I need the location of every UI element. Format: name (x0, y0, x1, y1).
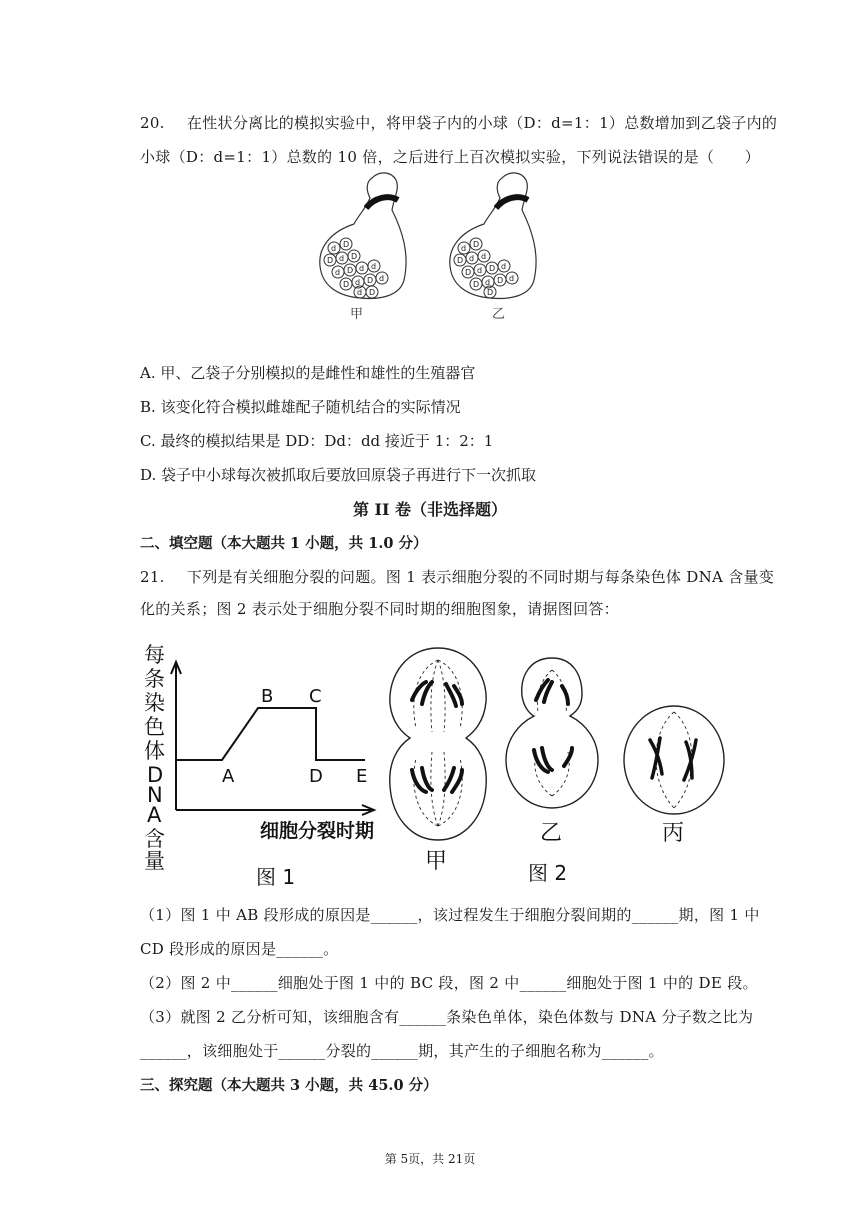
question-21-line2: 化的关系；图 2 表示处于细胞分裂不同时期的细胞图象，请据图回答： (140, 600, 619, 618)
svg-text:色: 色 (144, 715, 165, 739)
figure-2-caption: 图 2 (528, 861, 568, 885)
svg-text:量: 量 (144, 849, 165, 873)
cell-bing-label: 丙 (662, 821, 685, 846)
figure-1-xlabel: 细胞分裂时期 (260, 820, 375, 842)
sub-question-1-line1: （1）图 1 中 AB 段形成的原因是______，该过程发生于细胞分裂间期的______期，图 1 中 (140, 906, 760, 924)
sub-question-3-line1: （3）就图 2 乙分析可知，该细胞含有______条染色单体，染色体数与 DNA 分子数之比为 (140, 1008, 754, 1026)
svg-text:d: d (355, 278, 361, 287)
option-c (140, 430, 493, 451)
svg-text:含: 含 (144, 827, 165, 851)
question-20-line2: 小球（D：d=1：1）总数的 10 倍，之后进行上百次模拟实验，下列说法错误的是（ ） (140, 148, 761, 166)
svg-text:d: d (357, 288, 363, 297)
figure-1-ylabel (144, 643, 165, 873)
svg-text:d: d (481, 252, 487, 261)
svg-text:d: d (509, 274, 515, 283)
option-b (140, 396, 461, 417)
point-label-e: E (356, 766, 368, 787)
svg-text:d: d (461, 244, 467, 253)
question-20-line1 (140, 112, 777, 133)
figure-1-graph (140, 632, 385, 897)
question-number: 20. (140, 114, 165, 132)
svg-text:d: d (359, 264, 365, 273)
cell-bing (624, 706, 724, 814)
svg-text:D: D (487, 288, 494, 297)
svg-text:每: 每 (144, 643, 165, 667)
svg-text:d: d (335, 268, 341, 277)
svg-text:D: D (473, 240, 480, 249)
svg-text:d: d (469, 254, 475, 263)
svg-text:条: 条 (144, 667, 165, 691)
svg-text:d: d (371, 262, 377, 271)
bag-yi (450, 173, 536, 299)
svg-text:A: A (147, 803, 162, 827)
option-d (140, 464, 536, 485)
section-2-heading: 二、填空题（本大题共 1 小题，共 1.0 分） (140, 535, 428, 552)
question-number: 21. (140, 568, 165, 586)
svg-text:D: D (497, 276, 504, 285)
bag-jia (320, 173, 406, 299)
option-text: 该变化符合模拟雌雄配子随机结合的实际情况 (160, 398, 461, 416)
option-letter: A. (140, 364, 156, 382)
option-a (140, 362, 475, 383)
option-letter: C. (140, 432, 156, 450)
svg-text:D: D (343, 280, 350, 289)
sub-question-3-line2: ______，该细胞处于______分裂的______期，其产生的子细胞名称为______。 (140, 1042, 664, 1060)
svg-text:D: D (347, 266, 354, 275)
svg-text:N: N (147, 783, 163, 807)
point-label-d: D (309, 766, 323, 787)
cell-yi (506, 658, 598, 808)
option-text: 袋子中小球每次被抓取后要放回原袋子再进行下一次抓取 (161, 466, 537, 484)
figure-1-curve (176, 708, 365, 760)
point-label-b: B (261, 686, 274, 707)
question-21-line1 (140, 566, 774, 587)
svg-text:染: 染 (144, 691, 165, 715)
svg-text:d: d (501, 262, 507, 271)
svg-text:D: D (489, 264, 496, 273)
svg-text:d: d (379, 274, 385, 283)
cell-jia (390, 648, 487, 840)
svg-text:d: d (477, 266, 483, 275)
svg-text:D: D (343, 240, 350, 249)
page-footer: 第 5页，共 21页 (384, 1152, 476, 1166)
svg-text:D: D (327, 256, 334, 265)
cell-jia-label: 甲 (425, 849, 448, 874)
question-text: 在性状分离比的模拟实验中，将甲袋子内的小球（D：d=1：1）总数增加到乙袋子内的 (186, 114, 778, 132)
figure-2-cells (380, 640, 730, 890)
bag-yi-label: 乙 (492, 307, 506, 322)
figure-1-axes (171, 662, 374, 815)
svg-text:D: D (367, 276, 374, 285)
point-label-a: A (222, 766, 235, 787)
svg-text:D: D (147, 763, 164, 787)
option-letter: B. (140, 398, 156, 416)
figure-1-caption: 图 1 (256, 865, 296, 889)
svg-text:D: D (465, 268, 472, 277)
svg-text:d: d (339, 254, 345, 263)
svg-text:d: d (331, 244, 337, 253)
option-letter: D. (140, 466, 157, 484)
section-3-heading: 三、探究题（本大题共 3 小题，共 45.0 分） (140, 1077, 438, 1094)
bags-figure (310, 168, 560, 328)
option-text: 最终的模拟结果是 DD：Dd：dd 接近于 1：2：1 (160, 432, 494, 450)
svg-text:D: D (369, 288, 376, 297)
svg-text:d: d (485, 278, 491, 287)
cell-yi-label: 乙 (540, 821, 563, 846)
bag-jia-label: 甲 (350, 307, 364, 322)
sub-question-2: （2）图 2 中______细胞处于图 1 中的 BC 段，图 2 中______细胞处于图 1 中的 DE 段。 (140, 974, 758, 992)
svg-text:D: D (351, 252, 358, 261)
sub-question-1-line2: CD 段形成的原因是______。 (140, 940, 339, 958)
svg-text:D: D (457, 256, 464, 265)
svg-text:体: 体 (144, 739, 165, 763)
volume-title: 第 II 卷（非选择题） (352, 500, 508, 519)
svg-text:D: D (473, 280, 480, 289)
option-text: 甲、乙袋子分别模拟的是雌性和雄性的生殖器官 (160, 364, 476, 382)
question-text: 下列是有关细胞分裂的问题。图 1 表示细胞分裂的不同时期与每条染色体 DNA 含量变 (186, 568, 775, 586)
point-label-c: C (309, 686, 322, 707)
